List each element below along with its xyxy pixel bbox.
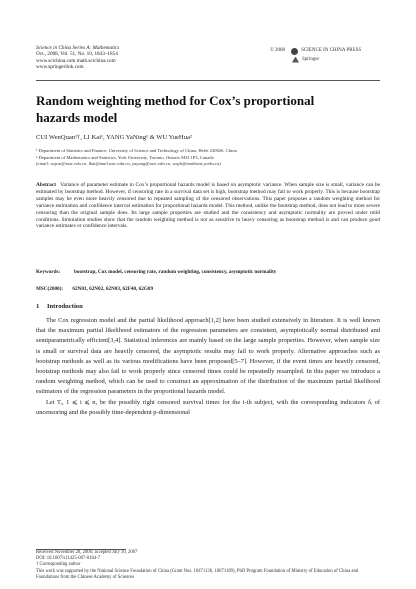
journal-urls: www.scichina.com math.scichina.com	[36, 57, 116, 64]
introduction-body	[36, 316, 380, 418]
affiliations	[36, 148, 380, 168]
affiliation-1: ¹ Department of Statistics and Finance, University of Science and Technology of China, Hefei 230026, China	[36, 148, 237, 153]
abstract	[36, 182, 380, 230]
header-divider	[36, 80, 380, 81]
footnote-funding: This work was supported by the National Science Foundation of China (Grant Nos. 10471136, 10671189), PhD Program Foundation of Ministry of Education of China and Foundations from the Chinese Academy of Sciences	[36, 568, 359, 580]
springer-name: Springer	[302, 57, 320, 62]
footnote-received: Received November 28, 2006; accepted July 30, 2007	[36, 550, 138, 555]
keywords	[36, 269, 380, 276]
footnotes	[36, 549, 380, 581]
intro-paragraph-2: Let Tᵢ, 1 ⩽ i ⩽ n, be the possibly right censored survival times for the i-th subject, with the corresponding indicators δᵢ of uncensoring and the possibly time-dependent p-dimensional	[36, 398, 380, 416]
springer-url: www.springerlink.com	[36, 64, 84, 71]
msc-label: MSC(2000):	[36, 286, 64, 292]
publisher-branding	[270, 47, 380, 64]
section-number: 1	[36, 303, 40, 310]
section-heading	[36, 303, 83, 310]
science-in-china-logo-icon	[291, 48, 298, 55]
journal-issue: Oct., 2008, Vol. 51, No. 10, 1843–1854	[36, 51, 118, 58]
footnote-corresponding: † Corresponding author	[36, 562, 81, 568]
affiliation-2: ² Department of Mathematics and Statistics, York University, Toronto, Ontario M3J 1P3, Canada	[36, 154, 214, 160]
keywords-label: Keywords:	[36, 269, 61, 275]
abstract-text: Variance of parameter estimate in Cox’s proportional hazards model is based on asymptotic variance. When sample size is small, variance can be estimated by bootstrap method. However, if censoring rate in a survival data set is high, bootstrap method may fail to work properly. This is because bootstrap samples may be even more heavily censored due to repeated sampling of the censored observations. This paper proposes a random weighting method for variance estimation and confidence interval estimation for proportional hazards model. This method, unlike the bootstrap method, does not lead to more severe censoring than the original sample does. Its large sample properties are studied and the consistency and asymptotic normality are proved under mild conditions. Simulation studies show that the random weighting method is not as sensitive to heavy censoring as bootstrap method is and can produce good variance estimates or confidence intervals.	[36, 182, 380, 230]
journal-name: Science in China Series A: Mathematics	[36, 45, 120, 51]
section-title: Introduction	[46, 303, 83, 310]
author-emails: (email: wqcui@ustc.edu.cn, lkai@mail.ustc.edu.cn, yayang@ustc.edu.cn, wuyh@mathstat.yorku.ca)	[36, 161, 221, 167]
msc-text: 62N01, 62N02, 62N03, 62F40, 62G09	[72, 286, 154, 292]
abstract-label: Abstract	[36, 182, 57, 188]
keywords-text: bootstrap, Cox model, censoring rate, random weighting, consistency, asymptotic normality	[74, 269, 277, 275]
footnote-doi: DOI: 10.1007/s11425-007-0164-7	[36, 556, 101, 562]
copyright-notice: © 2008	[270, 48, 286, 53]
paper-title: Random weighting method for Cox’s proportional hazards model	[36, 93, 315, 125]
springer-logo-icon	[292, 57, 299, 63]
journal-header	[36, 45, 380, 79]
author-list: CUI WenQuan¹†, LI Kai¹, YANG YaNing¹ & WU YueHua²	[36, 134, 192, 141]
intro-paragraph-1: The Cox regression model and the partial likelihood approach[1,2] have been studied extensively in literature. It is well known that the maximum partial likelihood estimators of the regression parameters are consistent, asymptotically normal distributed and semiparametrically efficient[3,4]. Statistical inferences are mainly based on the large sample properties. However, when sample size is small or survival data are heavily censored, the asymptotic results may fail to work properly. Alternative approaches such as bootstrap methods as well as its various modifications have been proposed[5–7]. However, if the event times are heavily censored, bootstrap methods may also fail to work properly since censored times could be repeatedly resampled. In this paper we introduce a random weighting method, which can be used to construct an approximation of the distribution of the maximum partial likelihood estimators of the regression parameters in the proportional hazards model.	[36, 317, 380, 396]
msc-codes	[36, 286, 153, 292]
publisher-name: SCIENCE IN CHINA PRESS	[301, 48, 362, 53]
